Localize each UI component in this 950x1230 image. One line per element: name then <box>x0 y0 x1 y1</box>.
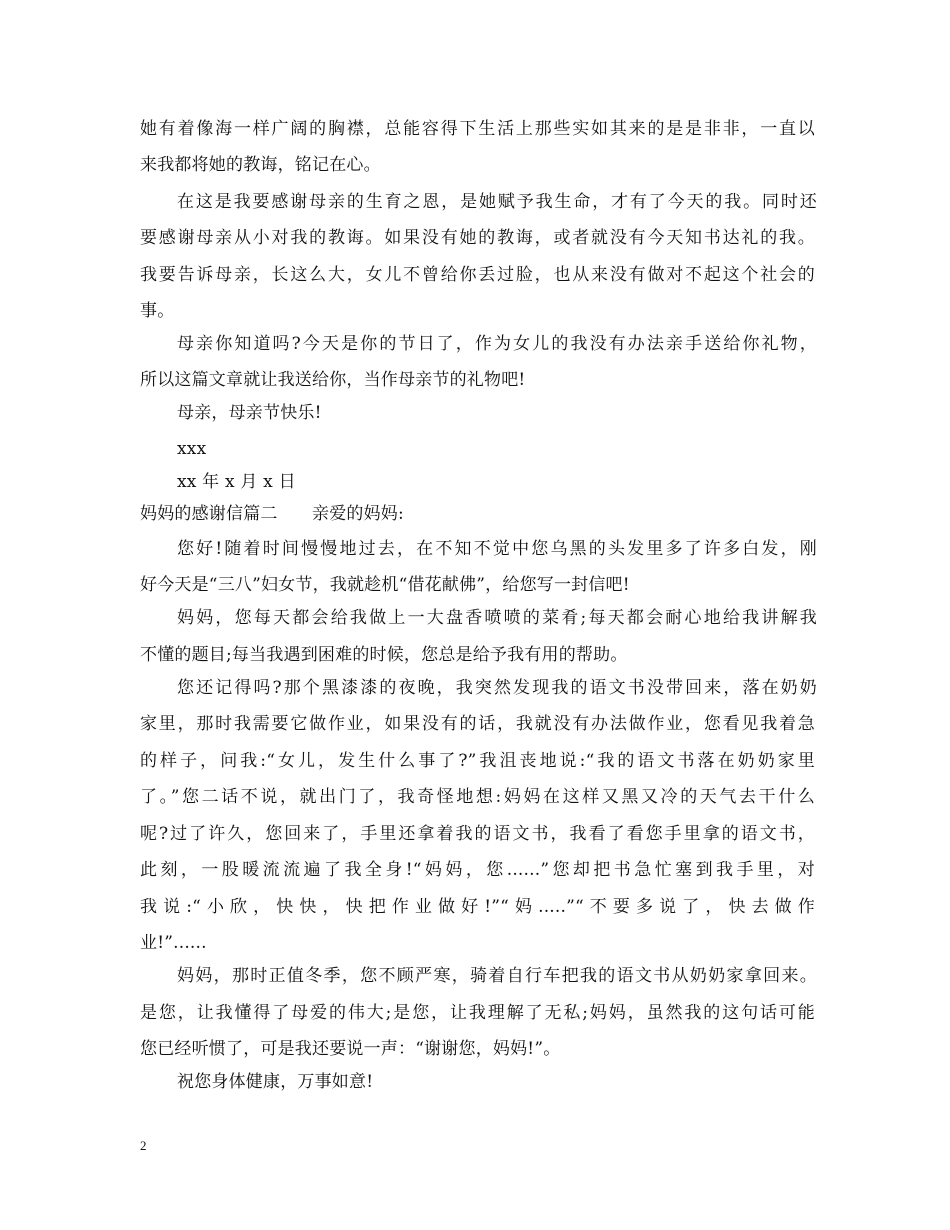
page-number: 2 <box>140 1138 147 1153</box>
text-line: 妈妈，那时正值冬季，您不顾严寒，骑着自行车把我的语文书从奶奶家拿回来。 <box>177 966 817 986</box>
text-line: 我说:“小欣，快快，快把作业做好!”“妈.....”“不要多说了，快去做作 <box>140 897 815 917</box>
signature-name: xxx <box>177 439 207 459</box>
text-line: 祝您身体健康，万事如意! <box>177 1072 374 1092</box>
text-line: 来我都将她的教诲，铭记在心。 <box>140 155 381 175</box>
text-line: 所以这篇文章就让我送给你，当作母亲节的礼物吧! <box>140 370 526 390</box>
text-line: 我要告诉母亲，长这么大，女儿不曾给你丢过脸，也从来没有做对不起这个社会的 <box>140 265 815 285</box>
text-line: 母亲你知道吗?今天是你的节日了，作为女儿的我没有办法亲手送给你礼物， <box>177 334 817 354</box>
text-line: 此刻，一股暖流流遍了我全身!“妈妈，您......”您却把书急忙塞到我手里，对 <box>140 860 815 880</box>
text-line: 了。”您二话不说，就出门了，我奇怪地想:妈妈在这样又黑又冷的天气去干什么 <box>140 787 815 807</box>
text-line: 是您，让我懂得了母爱的伟大;是您，让我理解了无私;妈妈，虽然我的这句话可能 <box>140 1003 815 1023</box>
text-line: 您已经听惯了，可是我还要说一声：“谢谢您，妈妈!”。 <box>140 1039 561 1059</box>
text-line: 的样子，问我:“女儿，发生什么事了?”我沮丧地说:“我的语文书落在奶奶家里 <box>140 751 815 771</box>
text-line: 家里，那时我需要它做作业，如果没有的话，我就没有办法做作业，您看见我着急 <box>140 714 815 734</box>
text-line: 好今天是“三八”妇女节，我就趁机“借花献佛”，给您写一封信吧! <box>140 575 630 595</box>
signature-date: xx 年 x 月 x 日 <box>177 472 296 492</box>
text-line: 在这是我要感谢母亲的生育之恩，是她赋予我生命，才有了今天的我。同时还 <box>177 192 817 212</box>
text-line: 她有着像海一样广阔的胸襟，总能容得下生活上那些实如其来的是是非非，一直以 <box>140 119 815 139</box>
text-line: 不懂的题目;每当我遇到困难的时候，您总是给予我有用的帮助。 <box>140 645 628 665</box>
text-line: 您好!随着时间慢慢地过去，在不知不觉中您乌黑的头发里多了许多白发，刚 <box>177 539 817 559</box>
text-line: 业!”...... <box>140 933 207 953</box>
text-line: 母亲，母亲节快乐! <box>177 403 322 423</box>
text-line: 呢?过了许久，您回来了，手里还拿着我的语文书，我看了看您手里拿的语文书， <box>140 824 815 844</box>
text-line: 妈妈，您每天都会给我做上一大盘香喷喷的菜肴;每天都会耐心地给我讲解我 <box>177 608 817 628</box>
section-heading: 妈妈的感谢信篇二 亲爱的妈妈: <box>140 504 404 524</box>
text-line: 您还记得吗?那个黑漆漆的夜晚，我突然发现我的语文书没带回来，落在奶奶 <box>177 678 817 698</box>
text-line: 要感谢母亲从小对我的教诲。如果没有她的教诲，或者就没有今天知书达礼的我。 <box>140 228 815 248</box>
text-line: 事。 <box>140 301 175 321</box>
